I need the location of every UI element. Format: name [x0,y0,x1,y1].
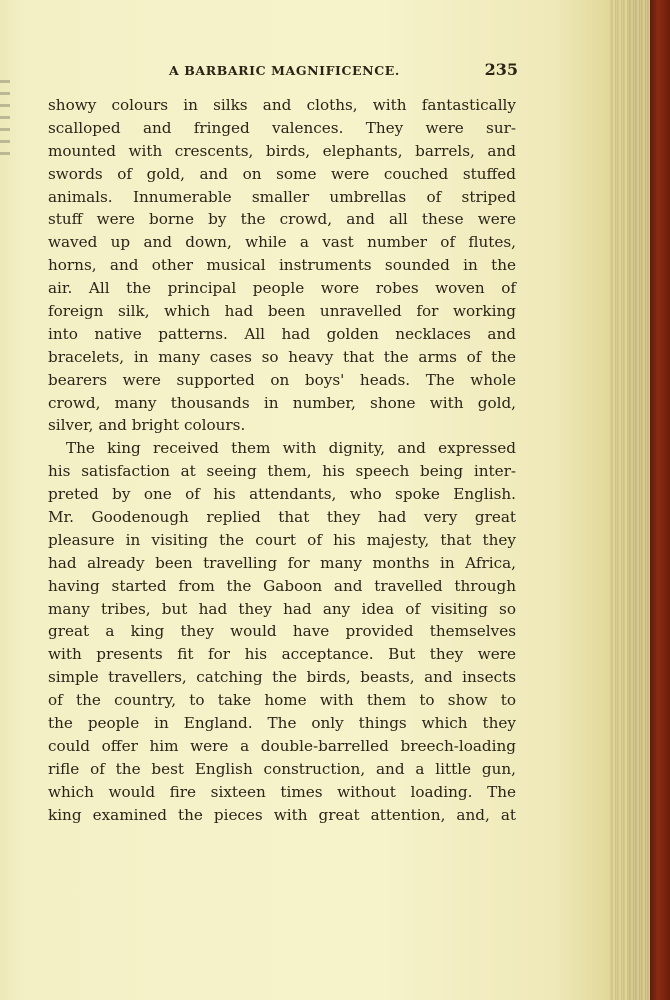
text-line: animals. Innumerable smaller umbrellas of striped [48,187,516,206]
text-line: horns, and other musical instruments sounded in the [48,256,516,275]
text-line: with presents fit for his acceptance. But they were [48,645,516,664]
text-line: bearers were supported on boys' heads. The whole [48,370,516,389]
text-line: silver, and bright colours. [48,416,246,435]
text-line: showy colours in silks and cloths, with fantastically [48,96,516,114]
page-edges [610,0,650,1000]
text-line: preted by one of his attendants, who spoke English. [48,485,516,504]
text-line: of the country, to take home with them to show to [48,691,516,710]
text-line: his satisfaction at seeing them, his speech being inter- [48,462,516,481]
running-head [48,60,518,84]
text-line: crowd, many thousands in number, shone with gold, [48,393,516,412]
text-line: mounted with crescents, birds, elephants, barrels, and [48,141,516,160]
text-line: king examined the pieces with great attention, and, at [48,805,516,824]
text-line: simple travellers, catching the birds, beasts, and insects [48,668,516,687]
page-number: 235 [484,60,518,79]
text-line: had already been travelling for many months in Africa, [48,553,516,572]
text-line: Mr. Goodenough replied that they had very great [48,508,516,527]
text-line: scalloped and fringed valences. They were sur- [48,118,516,137]
text-line: the people in England. The only things which they [48,714,516,733]
text-line: stuff were borne by the crowd, and all these were [48,210,516,229]
gutter-marks [0,80,10,160]
text-line: which would fire sixteen times without loading. The [48,782,516,801]
body-text [48,94,516,827]
text-line: foreign silk, which had been unravelled for working [48,302,516,321]
text-line: rifle of the best English construction, and a little gun, [48,759,516,778]
text-line: air. All the principal people wore robes woven of [48,279,516,298]
text-line: great a king they would have provided themselves [48,622,516,641]
text-line: into native patterns. All had golden necklaces and [48,324,516,343]
running-head-title: A BARBARIC MAGNIFICENCE. [169,63,400,78]
text-line: waved up and down, while a vast number of flutes, [48,233,516,252]
text-line: having started from the Gaboon and travelled through [48,576,516,595]
book-binding [650,0,670,1000]
text-line: swords of gold, and on some were couched stuffed [48,164,516,183]
text-line: pleasure in visiting the court of his majesty, that they [48,530,516,549]
text-line: could offer him were a double-barrelled breech-loading [48,736,516,755]
text-line: many tribes, but had they had any idea of visiting so [48,599,516,618]
text-line: The king received them with dignity, and expressed [66,439,516,458]
text-line: bracelets, in many cases so heavy that the arms of the [48,347,516,366]
